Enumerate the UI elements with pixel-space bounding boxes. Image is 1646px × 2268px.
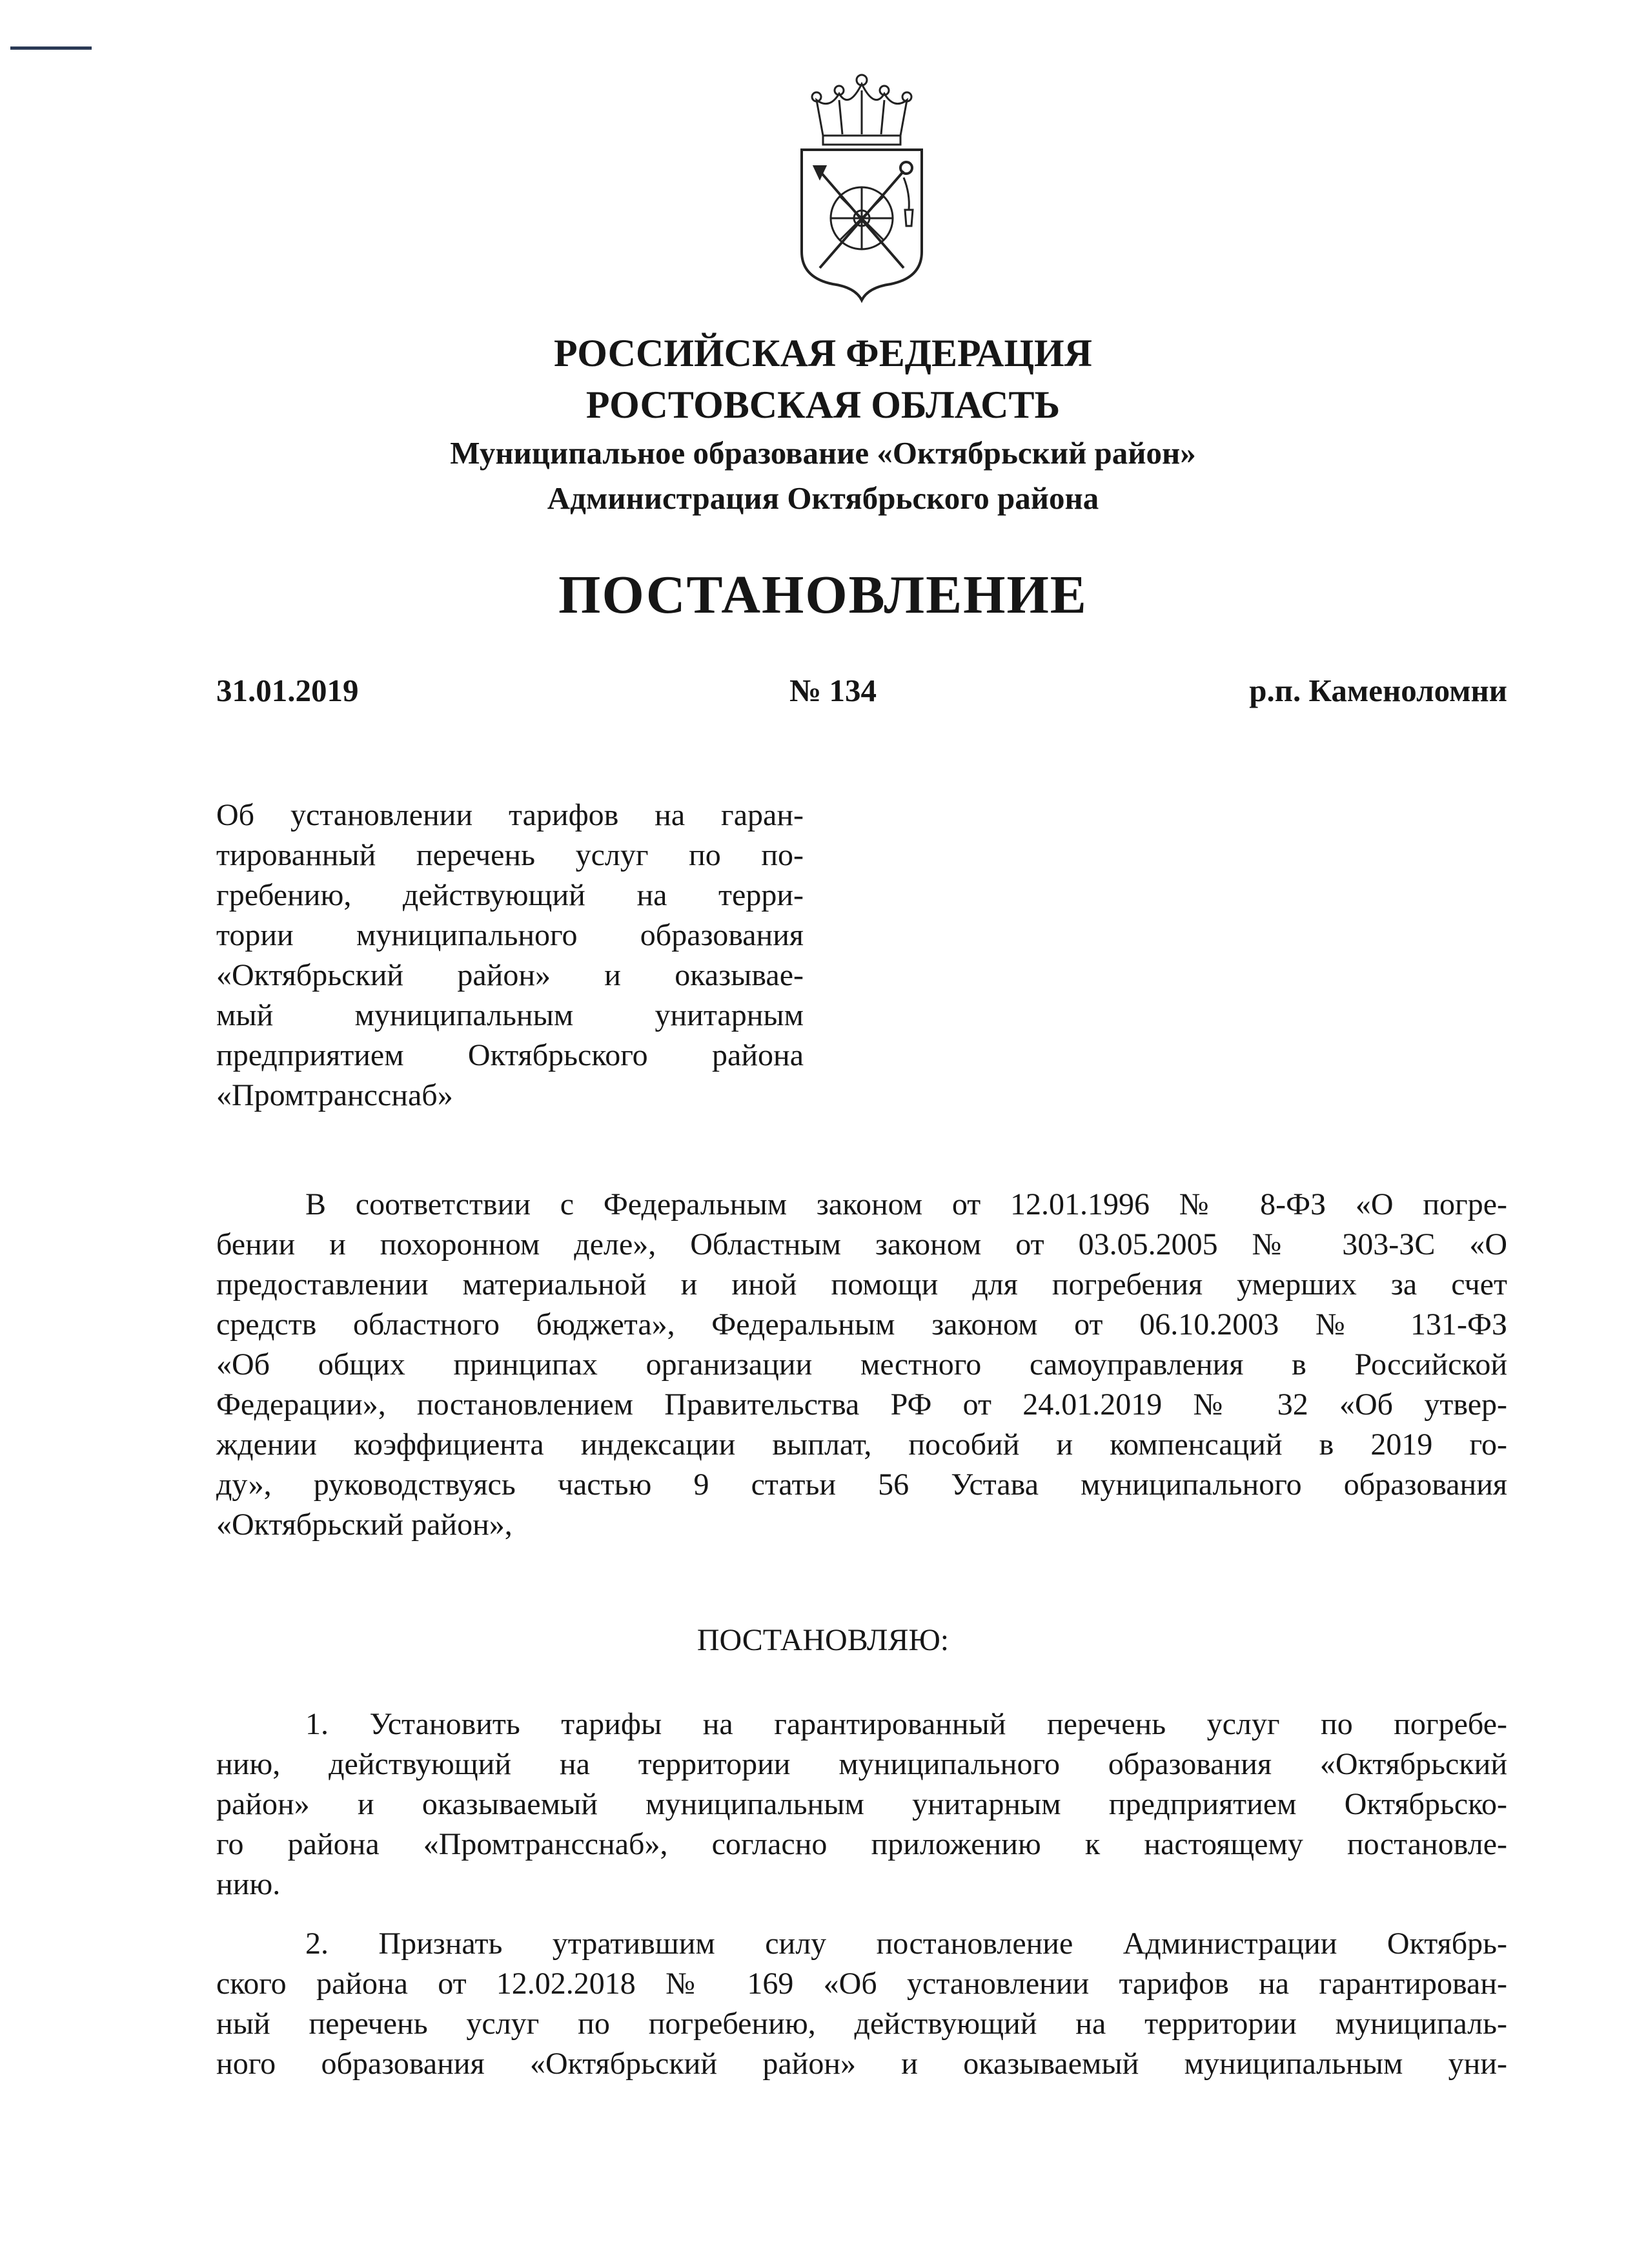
preamble-line: средств областного бюджета», Федеральным законом от 06.10.2003 № 131-ФЗ <box>216 1307 1507 1342</box>
preamble-line: «Октябрьский район», <box>216 1507 513 1542</box>
preamble-line: бении и похоронном деле», Областным законом от 03.05.2005 № 303-ЗС «О <box>216 1227 1507 1262</box>
resolution-item-2 <box>216 1924 1507 2084</box>
document-place: р.п. Каменоломни <box>1249 673 1507 708</box>
header-municipality: Муниципальное образование «Октябрьский район» <box>450 435 1196 471</box>
item-line: го района «Промтрансснаб», согласно приложению к настоящему постановле- <box>216 1827 1507 1861</box>
subject-line: тории муниципального образования <box>216 918 804 952</box>
resolve-heading: ПОСТАНОВЛЯЮ: <box>696 1623 950 1657</box>
header-region: РОСТОВСКАЯ ОБЛАСТЬ <box>585 383 1061 426</box>
subject-line: «Промтранcснаб» <box>216 1078 453 1112</box>
preamble-line: «Об общих принципах организации местного самоуправления в Российской <box>216 1347 1507 1382</box>
preamble-line: В соответствии с Федеральным законом от 12.01.1996 № 8-ФЗ «О погре- <box>305 1187 1507 1221</box>
preamble-line: предоставлении материальной и иной помощи для погребения умерших за счет <box>216 1267 1507 1302</box>
item-line: ного образования «Октябрьский район» и оказываемый муниципальным уни- <box>216 2047 1507 2081</box>
subject-line: тированный перечень услуг по по- <box>216 838 804 872</box>
subject-line: мый муниципальным унитарным <box>216 998 804 1032</box>
document-subject <box>216 795 804 1116</box>
item-line: ный перечень услуг по погребению, действующий на территории муниципаль- <box>216 2007 1507 2041</box>
preamble-line: ду», руководствуясь частью 9 статьи 56 Устава муниципального образования <box>216 1467 1507 1502</box>
subject-line: Об установлении тарифов на гаран- <box>216 798 804 832</box>
preamble-paragraph <box>216 1185 1507 1545</box>
header-administration: Администрация Октябрьского района <box>547 480 1099 516</box>
scan-corner-mark <box>10 46 92 50</box>
preamble-line: ждении коэффициента индексации выплат, пособий и компенсаций в 2019 го- <box>216 1427 1507 1462</box>
item-line: нию. <box>216 1867 281 1901</box>
resolution-item-1 <box>216 1704 1507 1905</box>
document-number: № 134 <box>789 673 877 708</box>
document-type-title: ПОСТАНОВЛЕНИЕ <box>558 565 1088 625</box>
header-country: РОССИЙСКАЯ ФЕДЕРАЦИЯ <box>553 332 1093 374</box>
item-line: 1. Установить тарифы на гарантированный перечень услуг по погребе- <box>305 1707 1507 1741</box>
document-meta-row <box>216 668 1507 713</box>
item-line: 2. Признать утратившим силу постановление Администрации Октябрь- <box>305 1926 1507 1961</box>
subject-line: предприятием Октябрьского района <box>216 1038 804 1072</box>
item-line: ского района от 12.02.2018 № 169 «Об установлении тарифов на гарантирован- <box>216 1967 1507 2001</box>
document-date: 31.01.2019 <box>216 673 359 708</box>
preamble-line: Федерации», постановлением Правительства РФ от 24.01.2019 № 32 «Об утвер- <box>216 1387 1507 1422</box>
subject-line: «Октябрьский район» и оказывае- <box>216 958 804 992</box>
coat-of-arms-emblem <box>794 65 930 303</box>
item-line: район» и оказываемый муниципальным унитарным предприятием Октябрьско- <box>216 1787 1507 1821</box>
subject-line: гребению, действующий на терри- <box>216 878 804 912</box>
item-line: нию, действующий на территории муниципального образования «Октябрьский <box>216 1747 1507 1781</box>
